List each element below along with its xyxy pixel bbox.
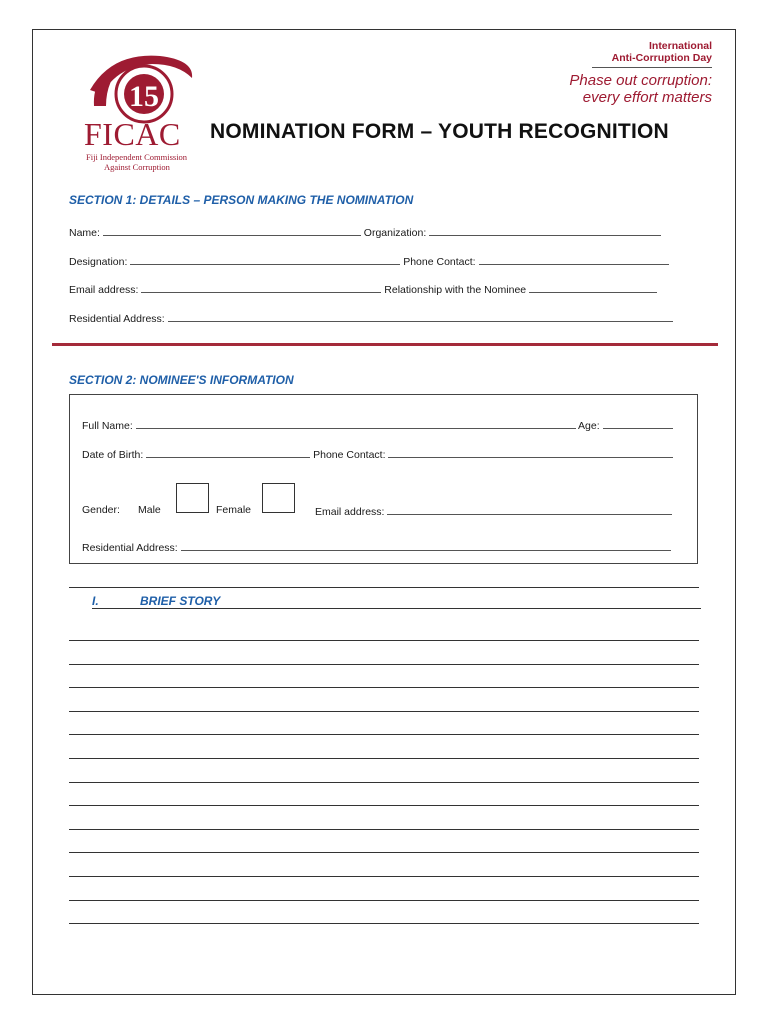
nominee-email-row xyxy=(315,504,672,518)
nominee-residential-label: Residential Address: xyxy=(82,542,178,554)
nominee-dob-field[interactable] xyxy=(146,447,310,458)
nominee-email-label: Email address: xyxy=(315,506,385,518)
tagline-line2: every effort matters xyxy=(582,89,712,106)
org-name-line2: Against Corruption xyxy=(104,162,170,172)
story-writing-line[interactable] xyxy=(69,687,699,688)
organization-label: Organization: xyxy=(363,227,427,239)
iacd-line1: International xyxy=(648,40,712,52)
story-writing-line[interactable] xyxy=(69,640,699,641)
story-writing-line[interactable] xyxy=(69,711,699,712)
age-label: Age: xyxy=(578,420,600,432)
story-writing-line[interactable] xyxy=(69,852,699,853)
org-abbrev: FICAC xyxy=(84,116,181,152)
male-label: Male xyxy=(138,504,161,516)
story-writing-line[interactable] xyxy=(69,876,699,877)
female-label: Female xyxy=(216,504,252,516)
email-label: Email address: xyxy=(69,284,139,296)
female-checkbox[interactable] xyxy=(262,483,295,513)
nominee-phone-label: Phone Contact: xyxy=(313,449,386,461)
anti-corruption-day-block xyxy=(492,40,712,106)
relationship-label: Relationship with the Nominee xyxy=(384,284,527,296)
story-writing-line[interactable] xyxy=(69,664,699,665)
residential-row xyxy=(69,311,673,325)
fullname-label: Full Name: xyxy=(82,420,133,432)
section-divider xyxy=(52,343,718,346)
org-name-line1: Fiji Independent Commission xyxy=(86,152,188,162)
designation-label: Designation: xyxy=(69,256,128,268)
nominator-name-field[interactable] xyxy=(103,225,361,236)
gender-label: Gender: xyxy=(82,504,120,516)
nominee-residential-row xyxy=(82,540,671,554)
story-number: I. xyxy=(92,594,99,608)
nominee-phone-field[interactable] xyxy=(388,447,673,458)
phone-contact-label: Phone Contact: xyxy=(403,256,476,268)
nominator-email-field[interactable] xyxy=(141,282,381,293)
story-top-rule xyxy=(69,587,699,588)
nominator-phone-field[interactable] xyxy=(479,254,669,265)
story-writing-line[interactable] xyxy=(69,805,699,806)
story-heading-rule xyxy=(92,608,701,609)
residential-label: Residential Address: xyxy=(69,313,165,325)
story-heading: BRIEF STORY xyxy=(140,594,221,608)
story-writing-line[interactable] xyxy=(69,829,699,830)
nominee-residential-field[interactable] xyxy=(181,540,671,551)
story-writing-line[interactable] xyxy=(69,782,699,783)
nominator-residential-field[interactable] xyxy=(168,311,673,322)
tagline-line1: Phase out corruption: xyxy=(569,72,712,89)
story-writing-line[interactable] xyxy=(69,758,699,759)
dob-label: Date of Birth: xyxy=(82,449,144,461)
nominee-fullname-field[interactable] xyxy=(136,418,576,429)
form-title: NOMINATION FORM – YOUTH RECOGNITION xyxy=(210,120,669,143)
dob-row xyxy=(82,447,673,461)
section1-heading: SECTION 1: DETAILS – PERSON MAKING THE NOMINATION xyxy=(69,193,414,207)
name-label: Name: xyxy=(69,227,100,239)
nominee-email-field[interactable] xyxy=(387,504,672,515)
relationship-field[interactable] xyxy=(529,282,657,293)
fullname-row xyxy=(82,418,673,432)
ficac-logo xyxy=(82,50,202,180)
designation-field[interactable] xyxy=(130,254,400,265)
section2-heading: SECTION 2: NOMINEE'S INFORMATION xyxy=(69,373,294,387)
email-row xyxy=(69,282,657,296)
male-checkbox[interactable] xyxy=(176,483,209,513)
svg-text:15: 15 xyxy=(129,80,159,113)
story-writing-line[interactable] xyxy=(69,900,699,901)
story-writing-line[interactable] xyxy=(69,734,699,735)
story-writing-line[interactable] xyxy=(69,923,699,924)
iacd-line2: Anti-Corruption Day xyxy=(611,52,712,64)
nominator-name-row xyxy=(69,225,661,239)
nominee-age-field[interactable] xyxy=(603,418,673,429)
designation-row xyxy=(69,254,669,268)
organization-field[interactable] xyxy=(429,225,661,236)
